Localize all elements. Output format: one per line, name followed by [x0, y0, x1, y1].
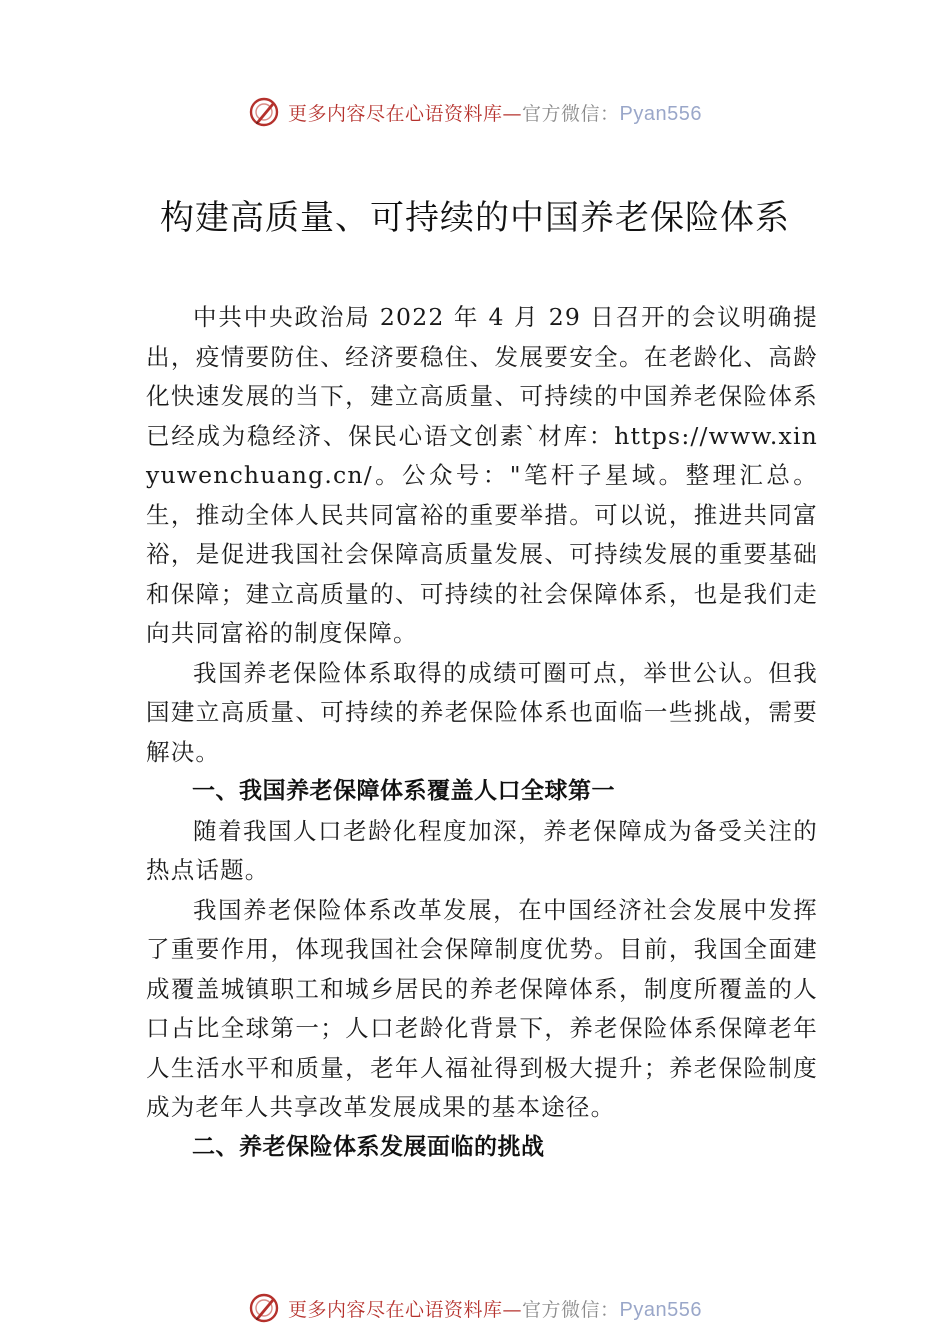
watermark-wechat-label: 官方微信：: [522, 102, 620, 125]
document-title: 构建高质量、可持续的中国养老保险体系: [160, 198, 790, 238]
watermark-text: [288, 99, 702, 126]
watermark-dash: —: [502, 1298, 523, 1321]
watermark-dash: —: [502, 102, 523, 125]
paragraph-intro: 中共中央政治局 2022 年 4 月 29 日召开的会议明确提出，疫情要防住、经济要稳住、发展要安全。在老龄化、高龄化快速发展的当下，建立高质量、可持续的中国养老保险体系已经成为稳经济、保民心语文创素`材库：https://www.xinyuwenchuang.cn/。公众号："笔杆子星域。整理汇总。生，推动全体人民共同富裕的重要举措。可以说，推进共同富裕，是促进我国社会保障高质量发展、可持续发展的重要基础和保障；建立高质量的、可持续的社会保障体系，也是我们走向共同富裕的制度保障。: [146, 303, 818, 647]
paragraph-challenges: 我国养老保险体系取得的成绩可圈可点，举世公认。但我国建立高质量、可持续的养老保险体系也面临一些挑战，需要解决。: [146, 658, 818, 766]
section-heading-2: 二、养老保险体系发展面临的挑战: [192, 1133, 545, 1160]
watermark-account: Pyan556: [619, 102, 702, 125]
watermark-prefix: 更多内容尽在心语资料库: [288, 102, 503, 125]
watermark-account: Pyan556: [619, 1298, 702, 1321]
watermark-wechat-label: 官方微信：: [522, 1298, 620, 1321]
watermark-banner-bottom: [0, 1288, 950, 1328]
quill-pen-logo-icon: [248, 96, 280, 128]
document-body: [146, 298, 818, 1167]
quill-pen-logo-icon: [248, 1292, 280, 1324]
section-heading-1: 一、我国养老保障体系覆盖人口全球第一: [192, 778, 615, 804]
watermark-prefix: 更多内容尽在心语资料库: [288, 1298, 503, 1321]
watermark-text: [288, 1295, 702, 1322]
section1-paragraph-1: 随着我国人口老龄化程度加深，养老保障成为备受关注的热点话题。: [146, 816, 818, 884]
watermark-banner-top: [0, 92, 950, 132]
section1-paragraph-2: 我国养老保险体系改革发展，在中国经济社会发展中发挥了重要作用，体现我国社会保障制度优势。目前，我国全面建成覆盖城镇职工和城乡居民的养老保障体系，制度所覆盖的人口占比全球第一；人口老龄化背景下，养老保险体系保障老年人生活水平和质量，老年人福祉得到极大提升；养老保险制度成为老年人共享改革发展成果的基本途径。: [146, 895, 818, 1121]
